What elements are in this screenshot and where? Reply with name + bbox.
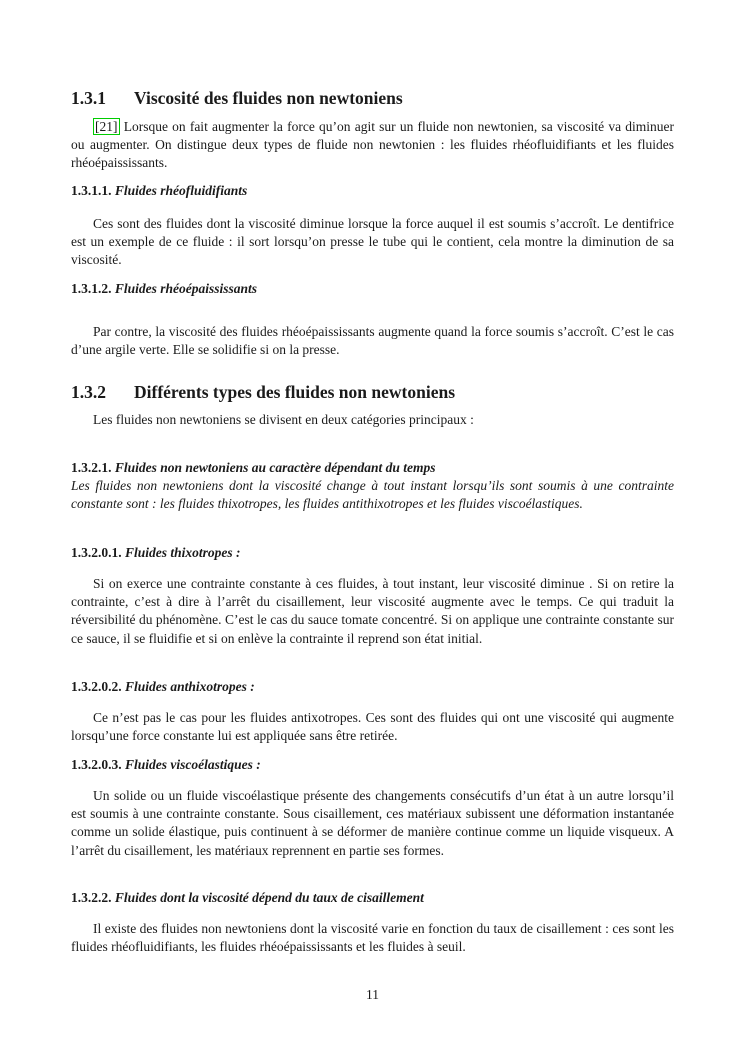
paragraph-text: Lorsque on fait augmenter la force qu’on agit sur un fluide non newtonien, sa viscosité va diminuer ou augmenter. On distingue deux types de fluide non newtonien : les fluides rhéofluidifiants et les fluides rhéoépaississants.	[71, 119, 675, 171]
paragraph-1-3-2: Les fluides non newtoniens se divisent en deux catégories principaux :	[93, 412, 474, 427]
subsection-title: Fluides rhéoépaississants	[114, 281, 258, 296]
paragraph-1-3-2-1: Les fluides non newtoniens dont la viscosité change à tout instant lorsqu’ils sont soumis à une contrainte constante sont : les fluides thixotropes, les fluides antithixotropes et les fluides viscoélastiques.	[71, 478, 674, 512]
paragraph-1-3-1-2: Par contre, la viscosité des fluides rhéoépaississants augmente quand la force soumis s’accroît. C’est le cas d’une argile verte. Elle se solidifie si on la presse.	[71, 324, 674, 358]
subsection-number: 1.3.1.1.	[71, 183, 112, 198]
subsection-heading-1-3-2-0-1	[71, 544, 674, 562]
paragraph-1-3-2-2: Il existe des fluides non newtoniens dont la viscosité varie en fonction du taux de cisaillement : ces sont les fluides rhéofluidifiants, les fluides rhéoépaississants et les fluides à seuil.	[71, 921, 674, 955]
subsection-title: Fluides anthixotropes :	[125, 679, 255, 694]
paragraph-1-3-1	[71, 118, 674, 173]
paragraph-1-3-2-0-3: Un solide ou un fluide viscoélastique présente des changements consécutifs d’un état à un autre lorsqu’il est soumis à une contrainte constante. Sous cisaillement, ces matériaux subissent une déformation instantanée comme un solide élastique, puis continuent à se déformer de manière continue comme un liquide visqueux. A l’arrêt du cisaillement, les matériaux reprennent en partie ses formes.	[71, 788, 674, 858]
section-number: 1.3.1	[71, 88, 106, 108]
subsection-number: 1.3.1.2.	[71, 281, 112, 296]
subsection-title: Fluides non newtoniens au caractère dépendant du temps	[114, 460, 436, 475]
subsection-heading-1-3-1-1	[71, 182, 674, 200]
page-number: 11	[366, 987, 379, 1002]
paragraph-1-3-1-1: Ces sont des fluides dont la viscosité diminue lorsque la force auquel il est soumis s’accroît. Le dentifrice est un exemple de ce fluide : il sort lorsqu’on presse le tube qui le contient, cela montre la diminution de sa viscosité.	[71, 216, 674, 268]
subsection-number: 1.3.2.2.	[71, 890, 112, 905]
section-number: 1.3.2	[71, 382, 106, 402]
subsection-title: Fluides viscoélastiques :	[125, 757, 261, 772]
paragraph-1-3-2-0-1: Si on exerce une contrainte constante à ces fluides, à tout instant, leur viscosité diminue . Si on retire la contrainte, c’est à dire à l’arrêt du cisaillement, leur viscosité augmente avec le temps. Ce qui traduit la réversibilité du phénomène. C’est le cas du sauce tomate concentré. Si on applique une contrainte constante sur ce sauce, il se fluidifie et si on enlève la contrainte il reprend son état initial.	[71, 576, 674, 646]
subsection-heading-1-3-2-0-3	[71, 756, 674, 774]
subsection-number: 1.3.2.0.3.	[71, 757, 122, 772]
citation-link[interactable]: [21]	[95, 119, 118, 134]
section-title: Différents types des fluides non newtoniens	[134, 382, 456, 402]
subsection-heading-1-3-1-2	[71, 280, 674, 298]
section-heading-1-3-2	[71, 381, 674, 403]
section-heading-1-3-1	[71, 87, 674, 109]
subsection-number: 1.3.2.1.	[71, 460, 112, 475]
subsection-heading-1-3-2-1	[71, 459, 674, 477]
subsection-number: 1.3.2.0.1.	[71, 545, 122, 560]
subsection-title: Fluides dont la viscosité dépend du taux de cisaillement	[114, 890, 424, 905]
subsection-title: Fluides rhéofluidifiants	[114, 183, 248, 198]
subsection-number: 1.3.2.0.2.	[71, 679, 122, 694]
section-title: Viscosité des fluides non newtoniens	[134, 88, 403, 108]
paragraph-1-3-2-0-2: Ce n’est pas le cas pour les fluides antixotropes. Ces sont des fluides qui ont une viscosité qui augmente lorsqu’une force constante lui est appliquée sans être retirée.	[71, 710, 674, 744]
subsection-heading-1-3-2-2	[71, 889, 674, 907]
subsection-heading-1-3-2-0-2	[71, 678, 674, 696]
subsection-title: Fluides thixotropes :	[125, 545, 241, 560]
